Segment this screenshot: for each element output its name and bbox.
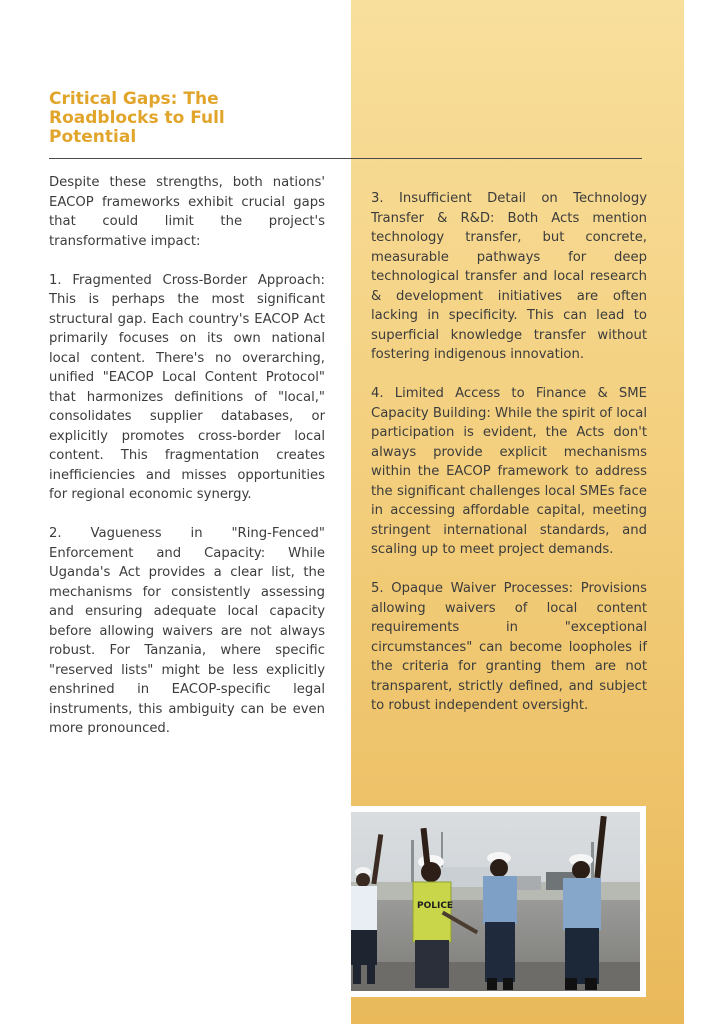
police-photo-image (351, 812, 640, 991)
gap-4-paragraph: 4. Limited Access to Finance & SME Capacity Building: While the spirit of local participation is evident, the Acts don't always provide explicit mechanisms within the EACOP framework to address the significant challenges local SMEs face in accessing affordable capital, meeting stringent international standards, and scaling up to meet project demands. (371, 386, 647, 557)
gap-3-paragraph: 3. Insufficient Detail on Technology Transfer & R&D: Both Acts mention technology transfer, but concrete, measurable pathways for deep technological transfer and local research & development initiatives are often lacking in specificity. This can lead to superficial knowledge transfer without fostering indigenous innovation. (371, 191, 647, 362)
police-vest-label: POLICE (417, 901, 454, 911)
gap-5-paragraph: 5. Opaque Waiver Processes: Provisions allowing waivers of local content requirements in "exceptional circumstances" can become loopholes if the criteria for granting them are not transparent, strictly defined, and subject to robust independent oversight. (371, 581, 647, 713)
gap-1-paragraph: 1. Fragmented Cross-Border Approach: This is perhaps the most significant structural gap. Each country's EACOP Act primarily focuses on its own national local content. There's no overarching, unified "EACOP Local Content Protocol" that harmonizes definitions of "local," consolidates supplier databases, or explicitly promotes cross-border local content. This fragmentation creates inefficiencies and misses opportunities for regional economic synergy. (49, 272, 325, 502)
left-column (49, 173, 325, 758)
police-photo (345, 806, 646, 997)
right-column (371, 189, 647, 735)
gap-2-paragraph: 2. Vagueness in "Ring-Fenced" Enforcement and Capacity: While Uganda's Act provides a clear list, the mechanisms for consistently assessing and ensuring adequate local capacity before allowing waivers are not always robust. For Tanzania, where specific "reserved lists" might be less explicitly enshrined in EACOP-specific legal instruments, this ambiguity can be even more pronounced. (49, 526, 325, 736)
section-title: Critical Gaps: The Roadblocks to Full Potential (49, 89, 225, 147)
intro-paragraph: Despite these strengths, both nations' EACOP frameworks exhibit crucial gaps that could limit the project's transformative impact: (49, 175, 325, 249)
title-divider (49, 158, 642, 159)
